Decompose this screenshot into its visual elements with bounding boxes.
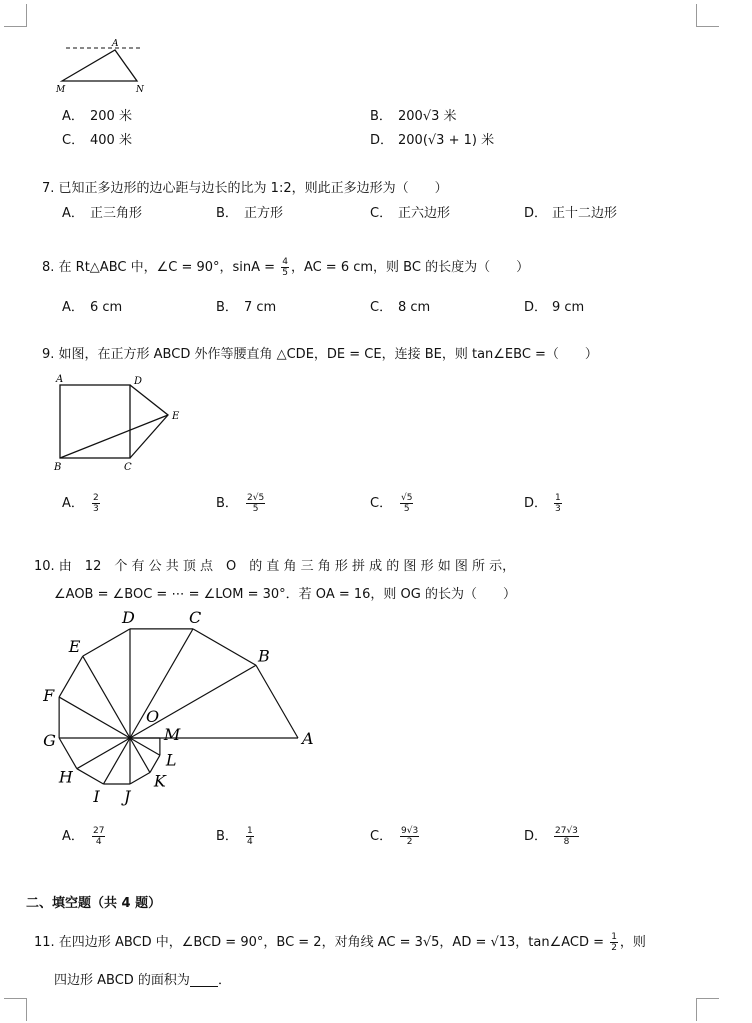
- q10-spiral-figure: [40, 610, 320, 810]
- fraction-denominator: 5: [252, 504, 259, 514]
- fraction-numerator: 27: [93, 826, 105, 836]
- q8-stem-prefix: 8. 在 Rt△ABC 中，∠C = 90°，sinA =: [42, 260, 280, 275]
- option-letter: D．: [524, 496, 548, 511]
- q8-stem: [42, 256, 529, 278]
- q8-option-b: [216, 296, 276, 315]
- fraction-denominator: 2: [611, 943, 617, 953]
- vertex-label: K: [153, 771, 166, 791]
- option-text: 400 米: [90, 133, 132, 148]
- vertex-label: B: [258, 646, 270, 666]
- fraction-numerator: 9√3: [401, 826, 419, 836]
- q6-figure: [52, 36, 152, 96]
- q10-option-d: [524, 825, 581, 847]
- fraction-numerator: 1: [247, 826, 253, 836]
- option-text: 正方形: [244, 206, 284, 221]
- option-letter: C．: [370, 496, 393, 511]
- q6-option-d: [370, 129, 494, 148]
- spoke-line: [130, 665, 256, 738]
- option-fraction: [246, 826, 254, 847]
- option-text: 正十二边形: [552, 206, 618, 221]
- fraction-numerator: 1: [555, 493, 561, 503]
- q8-fraction: [281, 257, 289, 278]
- triangle-edge: [130, 773, 150, 785]
- q9-label-c: C: [124, 462, 132, 473]
- option-fraction: [92, 493, 100, 514]
- fraction-numerator: 4: [282, 257, 288, 267]
- q9-option-b: [216, 492, 267, 514]
- option-letter: A．: [62, 109, 84, 124]
- triangle-edge: [193, 629, 256, 665]
- q7-option-b: [216, 202, 283, 221]
- crop-mark-bottom-left: [4, 998, 27, 1021]
- q9-label-d: D: [134, 376, 143, 387]
- spoke-line: [130, 629, 193, 738]
- spoke-line: [77, 738, 130, 769]
- option-fraction: [554, 493, 562, 514]
- q7-option-a: [62, 202, 142, 221]
- fraction-denominator: 3: [93, 504, 99, 514]
- vertex-label: I: [93, 787, 100, 807]
- fraction-denominator: 8: [563, 837, 570, 847]
- spoke-line: [103, 738, 130, 784]
- fraction-numerator: √5: [401, 493, 413, 503]
- q8-option-d: [524, 296, 584, 315]
- answer-blank[interactable]: [190, 972, 218, 987]
- q9-label-b: B: [54, 462, 62, 473]
- fraction-numerator: 27√3: [555, 826, 578, 836]
- q11-line2-text: 四边形 ABCD 的面积为: [54, 973, 190, 988]
- option-letter: B．: [216, 829, 238, 844]
- option-text: 200 米: [90, 109, 132, 124]
- option-letter: B．: [216, 496, 238, 511]
- option-fraction: [400, 493, 413, 514]
- q8-option-a: [62, 296, 122, 315]
- vertex-label: F: [43, 686, 55, 706]
- q6-option-b: [370, 105, 457, 124]
- option-letter: B．: [216, 300, 238, 315]
- q7-option-c: [370, 202, 450, 221]
- option-letter: D．: [524, 206, 548, 221]
- vertex-label: L: [165, 750, 177, 770]
- q10-stem-line1: 10. 由 12 个 有 公 共 顶 点 O 的 直 角 三 角 形 拼 成 的 图 形 如 图 所 示，: [34, 559, 516, 574]
- option-letter: A．: [62, 496, 84, 511]
- option-letter: D．: [524, 829, 548, 844]
- vertex-label: H: [58, 767, 73, 787]
- option-fraction: [554, 826, 579, 847]
- q10-stem-line2: ∠AOB = ∠BOC = ⋯ = ∠LOM = 30°．若 OA = 16，则 OG 的长为（ ）: [54, 587, 516, 602]
- option-text: 200(√3 + 1) 米: [398, 133, 495, 148]
- triangle-edge: [83, 629, 130, 656]
- option-letter: A．: [62, 829, 84, 844]
- fraction-denominator: 3: [555, 504, 561, 514]
- option-text: 200√3 米: [398, 109, 457, 124]
- vertex-label: C: [189, 610, 202, 627]
- q11-stem-line2: [54, 969, 231, 988]
- vertex-label: D: [122, 610, 135, 627]
- option-letter: C．: [370, 829, 393, 844]
- option-letter: D．: [524, 300, 548, 315]
- option-letter: A．: [62, 300, 84, 315]
- fraction-numerator: 2: [93, 493, 99, 503]
- option-letter: B．: [216, 206, 238, 221]
- q6-label-n: N: [136, 85, 144, 95]
- fraction-numerator: 1: [611, 932, 617, 942]
- triangle-edge: [77, 769, 104, 784]
- option-fraction: [400, 826, 419, 847]
- q11-fraction: [610, 932, 618, 953]
- option-text: 6 cm: [90, 300, 123, 315]
- q9-option-c: [370, 492, 415, 514]
- option-text: 正六边形: [398, 206, 451, 221]
- option-fraction: [246, 493, 265, 514]
- option-letter: C．: [62, 133, 85, 148]
- option-text: 正三角形: [90, 206, 143, 221]
- q10-option-c: [370, 825, 421, 847]
- q8-option-c: [370, 296, 430, 315]
- q10-option-b: [216, 825, 256, 847]
- q6-label-a: A: [112, 39, 119, 49]
- triangle-edge: [150, 755, 160, 772]
- q9-option-d: [524, 492, 564, 514]
- q8-stem-suffix: ，AC = 6 cm，则 BC 的长度为（ ）: [290, 260, 530, 275]
- q11-stem-suffix: ，则: [619, 935, 646, 950]
- section-title-fill-in: 二、填空题（共 4 题）: [26, 896, 162, 911]
- q11-line2-end: ．: [217, 973, 231, 988]
- q9-option-a: [62, 492, 102, 514]
- option-text: 7 cm: [244, 300, 277, 315]
- fraction-numerator: 2√5: [247, 493, 265, 503]
- option-letter: C．: [370, 206, 393, 221]
- q9-figure: [50, 370, 190, 480]
- vertex-label-o: O: [146, 707, 160, 726]
- fraction-denominator: 4: [247, 837, 253, 847]
- crop-mark-bottom-right: [696, 998, 719, 1021]
- fraction-denominator: 5: [282, 268, 288, 278]
- option-letter: B．: [370, 109, 392, 124]
- spoke-line: [83, 656, 130, 738]
- q6-option-a: [62, 105, 132, 124]
- q11-stem-prefix: 11. 在四边形 ABCD 中，∠BCD = 90°，BC = 2，对角线 AC = 3√5，AD = √13，tan∠ACD =: [34, 935, 609, 950]
- option-text: 9 cm: [552, 300, 585, 315]
- triangle-edge: [59, 738, 77, 769]
- triangle-edge: [59, 656, 83, 697]
- vertex-label: G: [43, 731, 56, 750]
- q6-label-m: M: [56, 85, 66, 95]
- fraction-denominator: 2: [406, 837, 413, 847]
- q9-label-e: E: [172, 411, 180, 422]
- option-letter: D．: [370, 133, 394, 148]
- q10-option-a: [62, 825, 107, 847]
- q6-option-c: [62, 129, 132, 148]
- spoke-line: [59, 697, 130, 738]
- fraction-denominator: 5: [403, 504, 410, 514]
- q11-stem-line1: [34, 931, 646, 953]
- crop-mark-top-left: [4, 4, 27, 27]
- option-fraction: [92, 826, 105, 847]
- q9-label-a: A: [56, 374, 64, 385]
- fraction-denominator: 4: [95, 837, 102, 847]
- option-text: 8 cm: [398, 300, 431, 315]
- option-letter: A．: [62, 206, 84, 221]
- q9-stem: 9. 如图，在正方形 ABCD 外作等腰直角 △CDE，DE = CE，连接 BE，则 tan∠EBC =（ ）: [42, 347, 598, 362]
- vertex-label: A: [302, 729, 314, 748]
- crop-mark-top-right: [696, 4, 719, 27]
- option-letter: C．: [370, 300, 393, 315]
- vertex-label: J: [124, 787, 131, 807]
- q7-stem: 7. 已知正多边形的边心距与边长的比为 1:2，则此正多边形为（ ）: [42, 181, 448, 196]
- vertex-label: M: [163, 725, 181, 744]
- triangle-edge: [256, 665, 298, 738]
- vertex-label: E: [68, 637, 81, 657]
- q7-option-d: [524, 202, 617, 221]
